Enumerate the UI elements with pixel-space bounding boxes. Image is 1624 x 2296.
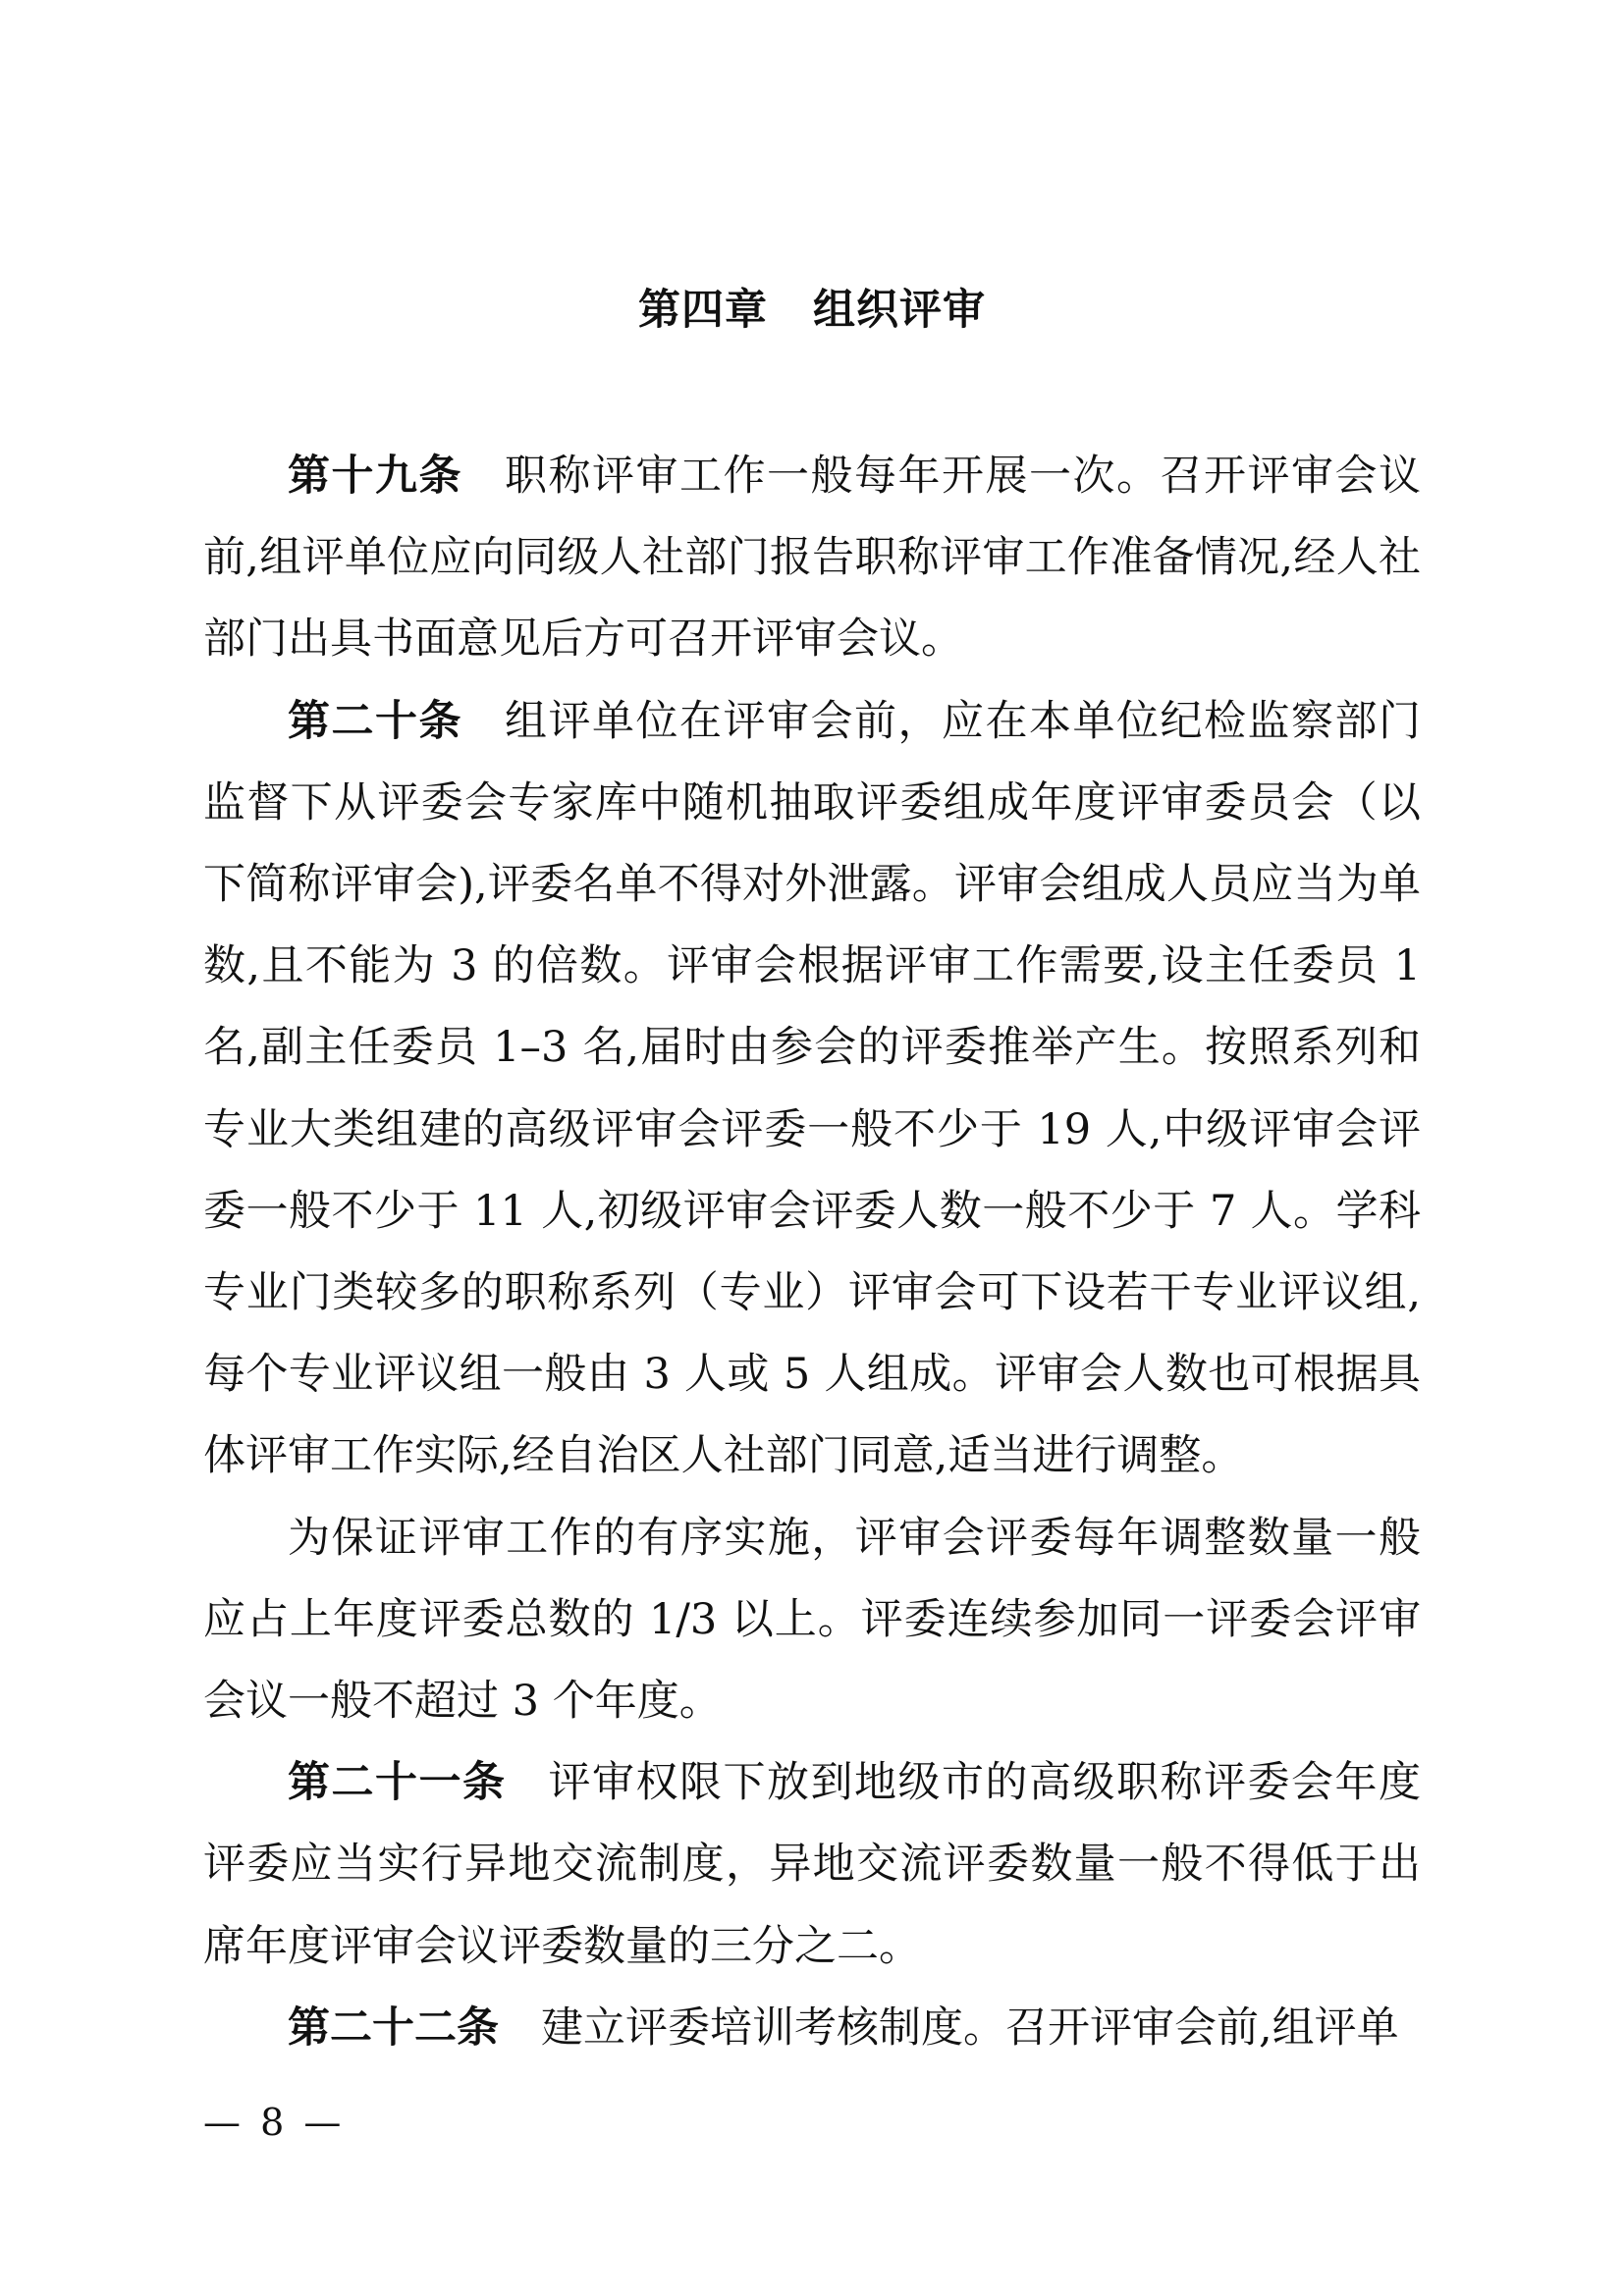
article-paragraph [203,436,1421,681]
article-number: 第二十二条 [288,2002,499,2053]
body-text [203,436,1421,2069]
chapter-name: 组织评审 [813,286,986,335]
article-text: 建立评委培训考核制度。召开评审会前,组评单 [541,2002,1399,2053]
article-number: 第二十一条 [288,1758,507,1808]
article-number: 第二十条 [288,696,462,746]
article-paragraph [203,1988,1421,2069]
article-paragraph [203,681,1421,1498]
chapter-number: 第四章 [638,286,768,335]
article-number: 第十九条 [288,452,462,501]
page-number: — 8 — [203,2101,346,2144]
paragraph-text: 为保证评审工作的有序实施，评审会评委每年调整数量一般应占上年度评委总数的 1/3 以上。评委连续参加同一评委会评审会议一般不超过 3 个年度。 [203,1513,1421,1727]
continuation-paragraph [203,1498,1421,1743]
chapter-title [0,277,1624,337]
article-text: 组评单位在评审会前，应在本单位纪检监察部门监督下从评委会专家库中随机抽取评委组成年度评审委员会（以下简称评审会),评委名单不得对外泄露。评审会组成人员应当为单数,且不能为 3 的倍数。评审会根据评审工作需要,设主任委员 1 名,副主任委员 1–3 名,届时由参会的评委推举产生。按照系列和专业大类组建的高级评审会评委一般不少于 19 人,中级评审会评委一般不少于 11 人,初级评审会评委人数一般不少于 7 人。学科专业门类较多的职称系列（专业）评审会可下设若干专业评议组,每个专业评议组一般由 3 人或 5 人组成。评审会人数也可根据具体评审工作实际,经自治区人社部门同意,适当进行调整。 [203,696,1421,1481]
article-paragraph [203,1742,1421,1988]
article-text: 职称评审工作一般每年开展一次。召开评审会议前,组评单位应向同级人社部门报告职称评审工作准备情况,经人社部门出具书面意见后方可召开评审会议。 [203,452,1421,665]
article-text: 评审权限下放到地级市的高级职称评委会年度评委应当实行异地交流制度，异地交流评委数量一般不得低于出席年度评审会议评委数量的三分之二。 [203,1758,1421,1971]
